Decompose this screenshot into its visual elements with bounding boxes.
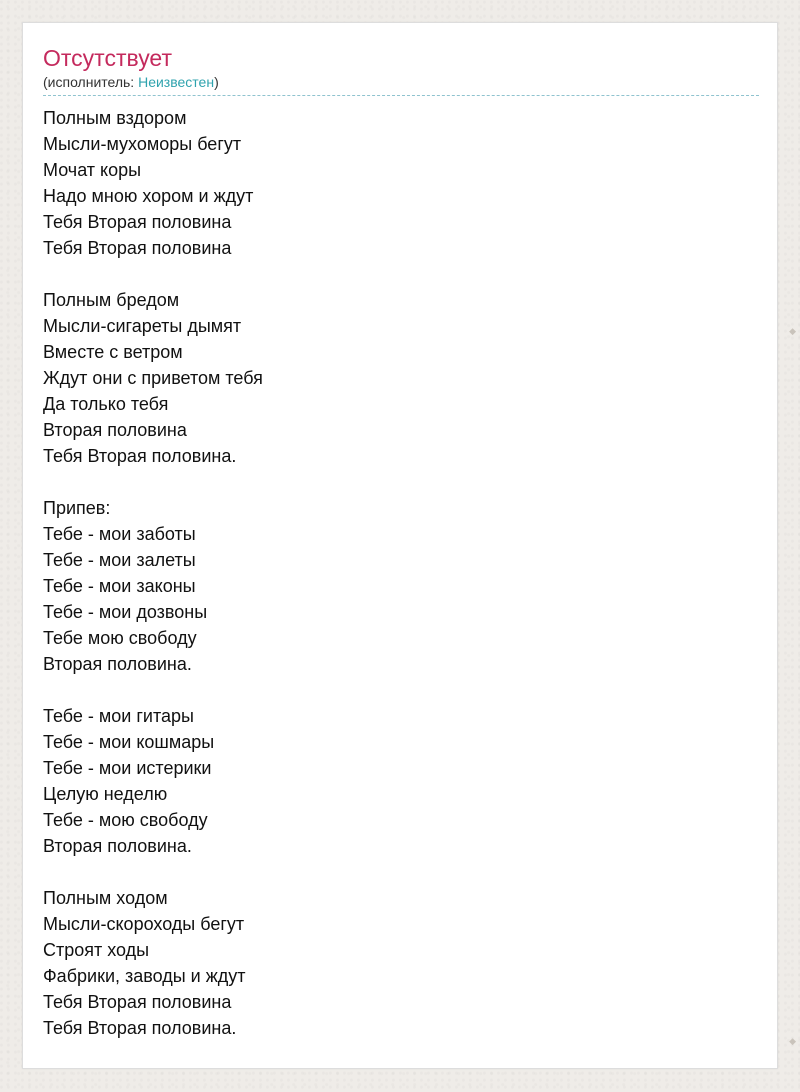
lyric-line: Строят ходы xyxy=(43,940,150,960)
lyric-line: Полным вздором xyxy=(43,108,187,128)
lyric-line: Тебе - мои законы xyxy=(43,576,196,596)
lyric-line: Тебе - мои дозвоны xyxy=(43,602,208,622)
chorus-label: Припев: xyxy=(43,498,111,518)
lyric-line: Полным ходом xyxy=(43,888,168,908)
lyrics-stanza xyxy=(43,885,759,1041)
lyric-line: Тебе - мои истерики xyxy=(43,758,212,778)
lyric-line: Ждут они с приветом тебя xyxy=(43,368,263,388)
lyric-line: Фабрики, заводы и ждут xyxy=(43,966,246,986)
artist-line xyxy=(43,73,219,91)
lyric-line: Тебя Вторая половина xyxy=(43,238,232,258)
lyric-line: Тебе мою свободу xyxy=(43,628,197,648)
lyric-line: Вместе с ветром xyxy=(43,342,183,362)
lyric-line: Целую неделю xyxy=(43,784,168,804)
song-title: Отсутствует xyxy=(43,45,172,71)
artist-link[interactable]: Неизвестен xyxy=(138,74,215,90)
lyric-line: Тебя Вторая половина xyxy=(43,992,232,1012)
lyric-line: Надо мною хором и ждут xyxy=(43,186,254,206)
lyric-line: Мысли-мухоморы бегут xyxy=(43,134,242,154)
lyric-line: Тебя Вторая половина. xyxy=(43,1018,237,1038)
background-speck-decoration: ◆ xyxy=(789,1036,796,1046)
lyric-line: Тебя Вторая половина xyxy=(43,212,232,232)
artist-close-paren: ) xyxy=(214,74,219,90)
lyric-line: Тебя Вторая половина. xyxy=(43,446,237,466)
song-header xyxy=(43,43,759,96)
lyric-line: Тебе - мою свободу xyxy=(43,810,208,830)
lyrics-stanza xyxy=(43,105,759,261)
lyrics-stanza xyxy=(43,703,759,859)
lyric-line: Вторая половина xyxy=(43,420,187,440)
lyric-line: Мысли-сигареты дымят xyxy=(43,316,242,336)
artist-open-paren: ( xyxy=(43,74,48,90)
lyric-line: Тебе - мои залеты xyxy=(43,550,196,570)
lyric-line: Тебе - мои заботы xyxy=(43,524,196,544)
lyric-line: Тебе - мои кошмары xyxy=(43,732,215,752)
lyric-line: Вторая половина. xyxy=(43,654,192,674)
background-speck-decoration: ◆ xyxy=(789,326,796,336)
lyric-line: Вторая половина. xyxy=(43,836,192,856)
lyrics-card xyxy=(22,22,778,1069)
chorus-stanza xyxy=(43,495,759,677)
lyric-line: Тебе - мои гитары xyxy=(43,706,194,726)
lyric-line: Мысли-скороходы бегут xyxy=(43,914,245,934)
lyric-line: Да только тебя xyxy=(43,394,169,414)
artist-label: исполнитель: xyxy=(47,74,139,90)
lyrics-body xyxy=(43,105,759,1067)
lyrics-stanza xyxy=(43,287,759,469)
lyric-line: Мочат коры xyxy=(43,160,142,180)
lyric-line: Полным бредом xyxy=(43,290,180,310)
